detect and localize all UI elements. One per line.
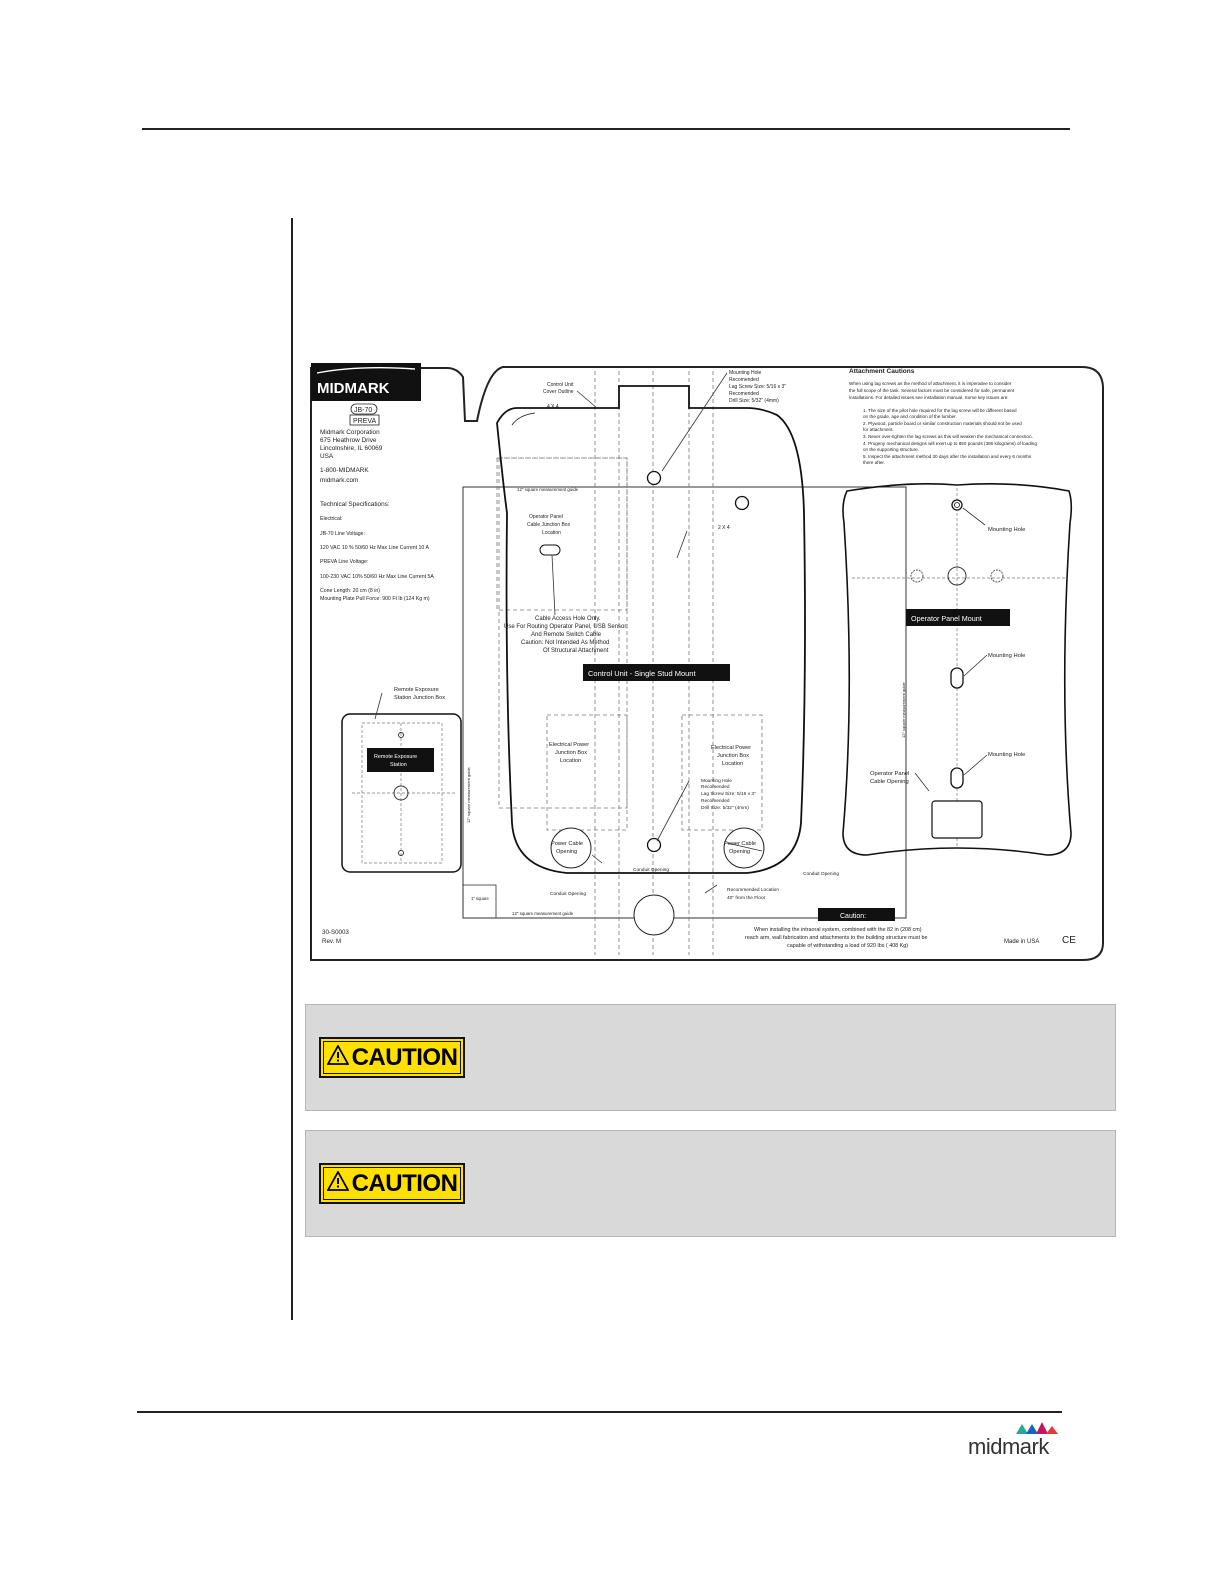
specs-title: Technical Specifications: [320, 501, 390, 508]
four-by-four-label: 4 X 4 [547, 404, 559, 410]
mount-hole-bottom-label: Lag Screw Size: 5/16 x 3" [701, 792, 756, 797]
recommended-location-label: Recommended Location [727, 888, 779, 893]
attachment-item: on the grade, age and condition of the lumber. [863, 414, 957, 419]
mount-hole-bottom-label: Recomended [701, 785, 730, 790]
svg-text:MIDMARK: MIDMARK [317, 380, 390, 397]
spec-line: Cone Length: 20 cm (8 in) [320, 588, 380, 594]
caution-label: CAUTION [351, 1043, 458, 1071]
power-cable-opening-right [724, 828, 764, 868]
revision: Rev. M [322, 938, 342, 945]
control-cover-label: Control Unit [547, 382, 574, 388]
spec-line: 120 VAC 10 % 50/60 Hz Max Line Current 10 A [320, 545, 429, 551]
mount-hole-bottom-label: Drill Size: 5/32" (4mm) [701, 806, 749, 811]
operator-panel-jbox-hole [540, 545, 560, 555]
spec-line: 100-230 VAC 10% 50/60 Hz Max Line Current 5A [320, 574, 434, 580]
power-left-label: Power Cable [551, 841, 584, 847]
op-panel-jbox-label: Cable Junction Box [527, 522, 571, 528]
caution-label: CAUTION [351, 1169, 458, 1197]
remote-jbox-label: Remote Exposure [394, 687, 439, 693]
elec-left-label: Junction Box [555, 750, 588, 756]
elec-right-label: Electrical Power [711, 745, 752, 751]
one-inch-square [463, 885, 496, 918]
midmark-logo [311, 363, 421, 401]
power-right-label: Opening [729, 849, 751, 855]
cable-access-label: Caution: Not Intended As Method [521, 640, 610, 646]
op-mount-hole-label: Mounting Hole [988, 752, 1026, 758]
address-line: USA [320, 453, 334, 460]
phone: 1-800-MIDMARK [320, 467, 369, 474]
caution-badge [319, 1037, 465, 1078]
caution-text: capable of withstanding a load of 920 lbs ( 408 Kg) [787, 943, 909, 949]
power-right-label: Power Cable [724, 841, 757, 847]
model-jb70: JB-70 [354, 407, 373, 414]
midmark-footer-logo [968, 1420, 1064, 1460]
remote-station-tag [367, 748, 434, 772]
attachment-item: there after. [863, 460, 885, 465]
header-rule [142, 128, 1070, 130]
mount-hole-top-label: Drill Size: 5/32" (4mm) [729, 398, 779, 404]
remote-station-label: Station [390, 762, 407, 768]
guide-label-bottom: 12" square measurement guide [512, 911, 574, 916]
mounting-hole-secondary [736, 497, 749, 510]
ce-mark: CE [1062, 935, 1076, 946]
mounting-template-drawing [307, 363, 1108, 963]
model-preva: PREVA [353, 418, 377, 425]
attachment-intro: When using lag screws as the method of attachment, it is imperative to consider [849, 381, 1012, 386]
attachment-item: for attachment. [863, 427, 894, 432]
caution-badge [319, 1163, 465, 1204]
attachment-item: 5. Inspect the attachment method 30 days after the installation and every 6 months [863, 454, 1032, 459]
guide-label-side: 12" square measurement guide [901, 682, 906, 738]
footer-logo-text: midmark [968, 1434, 1049, 1459]
mount-hole-top-label: Recomended [729, 391, 759, 397]
address-line: Midmark Corporation [320, 429, 380, 436]
conduit-bottom-label: Conduit Opening [550, 892, 587, 897]
op-mount-hole-label: Mounting Hole [988, 653, 1026, 659]
spec-line: PREVA Line Voltage: [320, 559, 369, 565]
one-square-label: 1" square [471, 896, 489, 901]
content-left-rule [291, 218, 293, 1320]
attachment-intro: the full scope of the task. Several factors must be considered for safe, permanent [849, 388, 1015, 393]
attachment-item: on the supporting structure. [863, 447, 919, 452]
cable-access-label: And Remote Switch Cable [531, 632, 602, 638]
footer-rule [137, 1411, 1062, 1413]
cable-access-label: Cable Access Hole Only. [535, 616, 601, 622]
caution-text: reach arm, wall fabrication and attachments to the building structure must be [745, 935, 928, 941]
conduit-opening-bottom [634, 895, 674, 935]
address-line: 675 Heathrow Drive [320, 437, 377, 444]
conduit-right-label: Conduit Opening [803, 872, 840, 877]
recommended-location-label: 40" from the Floor [727, 896, 766, 901]
op-mount-hole-top [952, 500, 962, 510]
op-panel-cable-label: Cable Opening [870, 779, 909, 785]
op-mount-hole-label: Mounting Hole [988, 527, 1026, 533]
attachment-title: Attachment Cautions [849, 368, 915, 375]
mount-hole-top-label: Mounting Hole [729, 370, 762, 376]
cable-access-label: Use For Routing Operator Panel, USB Sensor, [504, 624, 628, 630]
op-mount-hole-low [951, 768, 963, 788]
op-panel-jbox-label: Location [542, 530, 561, 536]
measurement-guide-square [463, 487, 906, 918]
mount-hole-top-label: Recomended [729, 377, 759, 383]
guide-label-top: 12" square measurement guide [517, 487, 579, 492]
control-cover-label: Cover Outline [543, 389, 574, 395]
spec-line: JB-70 Line Voltage: [320, 531, 365, 537]
caution-panel [305, 1004, 1116, 1111]
op-panel-mount-title: Operator Panel Mount [911, 614, 982, 623]
op-panel-cable-opening [932, 801, 982, 838]
warning-triangle-icon [327, 1045, 349, 1070]
made-in-usa: Made in USA [1004, 939, 1040, 945]
power-cable-opening-left [551, 828, 591, 868]
attachment-item: 2. Plywood, particle board or similar construction materials should not be used [863, 421, 1022, 426]
power-left-label: Opening [556, 849, 578, 855]
warning-triangle-icon [327, 1171, 349, 1196]
spec-line: Mounting Plate Pull Force: 900 Ft lb (124 Kg m) [320, 596, 430, 602]
website: midmark.com [320, 477, 359, 484]
op-mount-hole-mid [951, 668, 963, 688]
attachment-item: 4. Progeny mechanical designs will exert up to 850 pounds (386 kilograms) of loading [863, 441, 1037, 446]
mount-hole-bottom-label: Mounting Hole [701, 779, 732, 784]
op-panel-cable-label: Operator Panel [870, 771, 910, 777]
attachment-item: 3. Never over-tighten the lag screws as this will weaken the mechanical connection. [863, 434, 1033, 439]
two-by-four-label: 2 X 4 [718, 525, 730, 531]
caution-panel [305, 1130, 1116, 1237]
caution-tag-label: Caution: [840, 913, 867, 920]
remote-jbox-label: Station Junction Box [394, 695, 445, 701]
mounting-hole-bottom [648, 839, 661, 852]
elec-left-label: Location [560, 758, 582, 764]
op-panel-jbox-label: Operator Panel [529, 514, 563, 520]
mount-hole-bottom-label: Recomended [701, 799, 730, 804]
guide-label-left: 12" square measurement guide [466, 767, 471, 823]
remote-station-label: Remote Exposure [374, 754, 418, 760]
spec-line: Electrical: [320, 516, 343, 522]
cable-access-label: Of Structural Attachment [543, 648, 609, 654]
control-unit-title: Control Unit - Single Stud Mount [588, 669, 696, 678]
conduit-center-label: Conduit Opening [633, 868, 670, 873]
mounting-hole-top [648, 472, 661, 485]
address-line: Lincolnshire, IL 60069 [320, 445, 383, 452]
caution-text: When installing the intraoral system, combined with the 82 in (208 cm) [754, 927, 922, 933]
elec-left-label: Electrical Power [549, 742, 590, 748]
mount-hole-top-label: Lag Screw Size: 5/16 x 3" [729, 384, 787, 390]
attachment-item: 1. The size of the pilot hole required for the lag screw will be different based [863, 408, 1017, 413]
elec-right-label: Junction Box [717, 753, 750, 759]
attachment-intro: installations. For detailed issues see installation manual. Some key issues are: [849, 395, 1009, 400]
part-number: 30-S0003 [322, 929, 349, 936]
elec-right-label: Location [722, 761, 744, 767]
